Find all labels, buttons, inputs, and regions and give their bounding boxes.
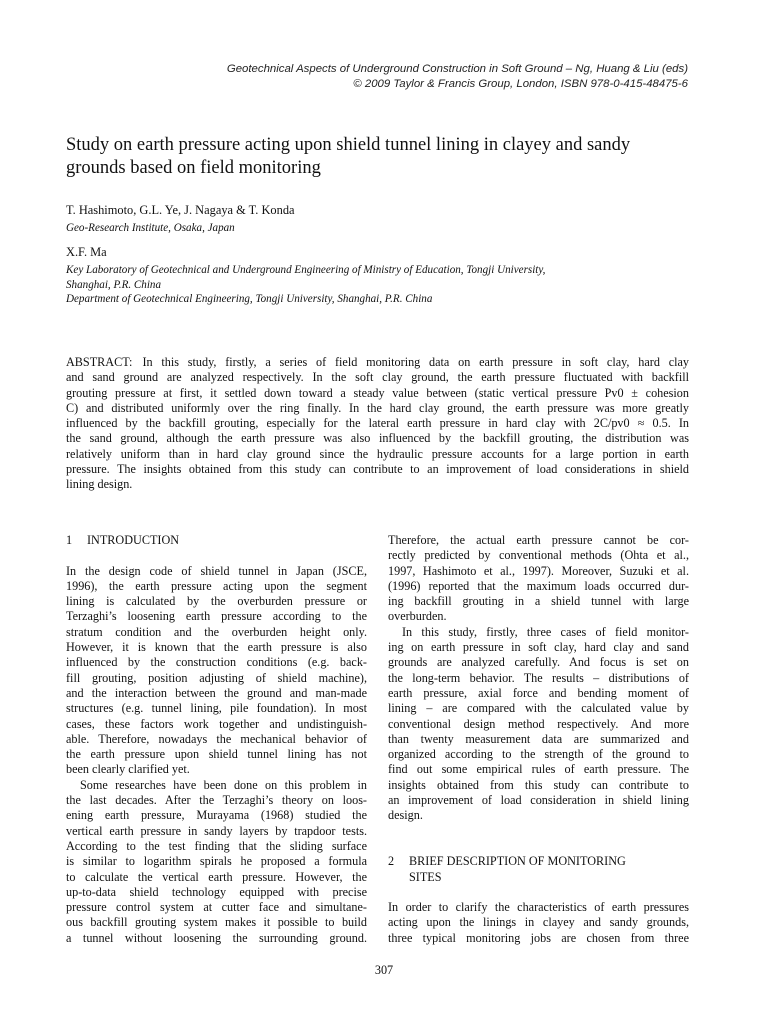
running-header	[88, 62, 688, 92]
abstract-line: lining design.	[66, 477, 133, 492]
paragraph-line: rectly predicted by conventional methods (Ohta et al.,	[388, 548, 689, 563]
paragraph-line: ing on earth pressure in soft clay, hard clay and sand	[388, 640, 689, 655]
paragraph-line: structures (e.g. tunnel lining, pile foundation). In most	[66, 701, 367, 716]
title-line: Study on earth pressure acting upon shield tunnel lining in clayey and sandy	[66, 135, 631, 155]
paragraph-line: than twenty measurement data are summarized and	[388, 731, 689, 746]
paragraph-line: However, it is known that the earth pressure is also	[66, 640, 367, 655]
affiliation-line: Geo-Research Institute, Osaka, Japan	[66, 222, 235, 234]
paragraph-line: been clearly clarified yet.	[66, 762, 190, 777]
paragraph-line: Terzaghi’s loosening earth pressure according to the	[66, 609, 367, 624]
paragraph-line: up-to-data shield technology equipped with precise	[66, 884, 367, 899]
header-citation: Geotechnical Aspects of Underground Construction in Soft Ground – Ng, Huang & Liu (eds)	[226, 63, 688, 75]
paragraph-line: able. Therefore, nowadays the mechanical behavior of	[66, 731, 367, 746]
author-list: T. Hashimoto, G.L. Ye, J. Nagaya & T. Konda	[66, 203, 295, 217]
paragraph-line: vertical earth pressure in sandy layers by trapdoor tests.	[66, 823, 367, 838]
paragraph-line: is similar to logarithm spirals he proposed a formula	[66, 854, 367, 869]
paragraph-line: influenced by the construction conditions (e.g. back-	[66, 655, 367, 670]
paragraph-line: cases, these factors work together and undistinguish-	[66, 716, 367, 731]
paragraph-line: lining – are compared with the calculated value by	[388, 701, 689, 716]
paragraph-line: 1997, Hashimoto et al., 1997). Moreover, Suzuki et al.	[388, 563, 689, 578]
affiliation-line: Department of Geotechnical Engineering, Tongji University, Shanghai, P.R. China	[66, 293, 433, 305]
paragraph-line: pressure control system at cutter face and simultane-	[66, 900, 367, 915]
paragraph-line: In order to clarify the characteristics of earth pressures	[388, 900, 689, 915]
abstract-line: pressure. The insights obtained from this study can contribute to an improvement of load considerations in shield	[66, 462, 689, 477]
abstract-line: and sand ground are analyzed respectively. In the soft clay ground, the earth pressure fluctuated with backfill	[66, 370, 689, 385]
title-line: grounds based on field monitoring	[66, 158, 321, 178]
abstract-line: In this study, firstly, a series of field monitoring data on earth pressure in soft clay, hard clay	[142, 355, 689, 369]
page-number: 307	[374, 963, 394, 977]
section-number: 1	[66, 533, 73, 547]
paragraph-line: an improvement of load consideration in shield lining	[388, 793, 689, 808]
abstract-line: relatively uniform than in hard clay ground since the hydraulic pressure accounts for a large portion in earth	[66, 446, 689, 461]
paragraph-line: Therefore, the actual earth pressure cannot be cor-	[388, 533, 689, 547]
paragraph-line: overburden.	[388, 609, 447, 624]
section-heading	[388, 854, 689, 869]
abstract-line: grouting pressure at first, it settled down toward a steady value between (static vertical pressure Pv0 ± cohesion	[66, 385, 689, 400]
affiliation	[66, 221, 706, 236]
paragraph-line: According to the test finding that the sliding surface	[66, 838, 367, 853]
abstract	[66, 355, 689, 493]
paragraph-line: conventional design method respectively. And more	[388, 716, 689, 731]
paragraph-line: acting upon the linings in clayey and sandy grounds,	[388, 915, 689, 930]
paragraph-line: to calculate the vertical earth pressure. However, the	[66, 869, 367, 884]
paragraph-line: In the design code of shield tunnel in Japan (JSCE,	[66, 563, 367, 578]
paragraph-line: insights obtained from this study can contribute to	[388, 777, 689, 792]
paragraph-line: ing backfill grouting in a shield tunnel with large	[388, 594, 689, 609]
paragraph-line: stratum condition and the overburden height only.	[66, 624, 367, 639]
body-column-left	[66, 533, 367, 946]
author-list: X.F. Ma	[66, 245, 107, 259]
paragraph-line: and the interaction between the ground and man-made	[66, 685, 367, 700]
paragraph-line: Some researches have been done on this problem in	[80, 777, 367, 792]
paragraph-line: ous backfill grouting system makes it possible to build	[66, 915, 367, 930]
paragraph-line: the last decades. After the Terzaghi’s theory on loos-	[66, 793, 367, 808]
paragraph-line: earth pressure, axial force and bending moment of	[388, 685, 689, 700]
affiliation-line: Shanghai, P.R. China	[66, 278, 162, 291]
paragraph-line: organized according to the strength of the ground to	[388, 747, 689, 762]
section-title: INTRODUCTION	[87, 533, 180, 547]
section-heading	[66, 533, 367, 548]
paragraph-line: ening earth pressure, Murayama (1968) studied the	[66, 808, 367, 823]
abstract-label: ABSTRACT:	[66, 355, 133, 369]
abstract-line: C) and distributed uniformly over the ring finally. In the hard clay ground, the earth pressure was more greatly	[66, 400, 689, 415]
paragraph-line: the earth pressure upon shield tunnel lining has not	[66, 747, 367, 762]
paragraph-line: (1996) reported that the maximum loads occurred dur-	[388, 578, 689, 593]
paragraph-line: lining is calculated by the overburden pressure or	[66, 594, 367, 609]
section-title-continued: SITES	[409, 869, 442, 884]
body-column-right	[388, 533, 689, 946]
paragraph-line: design.	[388, 808, 423, 823]
paragraph-line: find out some empirical rules of earth pressure. The	[388, 762, 689, 777]
abstract-line: influenced by the backfill grouting, especially for the lateral earth pressure in hard clay with 2C/pv0 ≈ 0.5. In	[66, 416, 689, 431]
paragraph-line: fill grouting, position adjusting of shield machine),	[66, 670, 367, 685]
header-copyright: © 2009 Taylor & Francis Group, London, ISBN 978-0-415-48475-6	[353, 78, 688, 90]
paragraph-line: the long-term behavior. The results – distributions of	[388, 670, 689, 685]
paragraph-line: three typical monitoring jobs are chosen from three	[388, 930, 689, 945]
paper-title	[66, 134, 706, 180]
section-number: 2	[388, 854, 395, 869]
paragraph-line: In this study, firstly, three cases of field monitor-	[402, 624, 689, 639]
abstract-line: the sand ground, although the earth pressure was also influenced by the backfill grouting, the distribution was	[66, 431, 689, 446]
section-title: BRIEF DESCRIPTION OF MONITORING	[409, 854, 626, 869]
paragraph-line: grounds are analyzed carefully. And focus is set on	[388, 655, 689, 670]
paragraph-line: 1996), the earth pressure acting upon the segment	[66, 578, 367, 593]
affiliation-line: Key Laboratory of Geotechnical and Underground Engineering of Ministry of Education, Tongji University,	[66, 264, 546, 276]
affiliation	[66, 263, 706, 307]
paragraph-line: a tunnel without loosening the surrounding ground.	[66, 930, 367, 945]
